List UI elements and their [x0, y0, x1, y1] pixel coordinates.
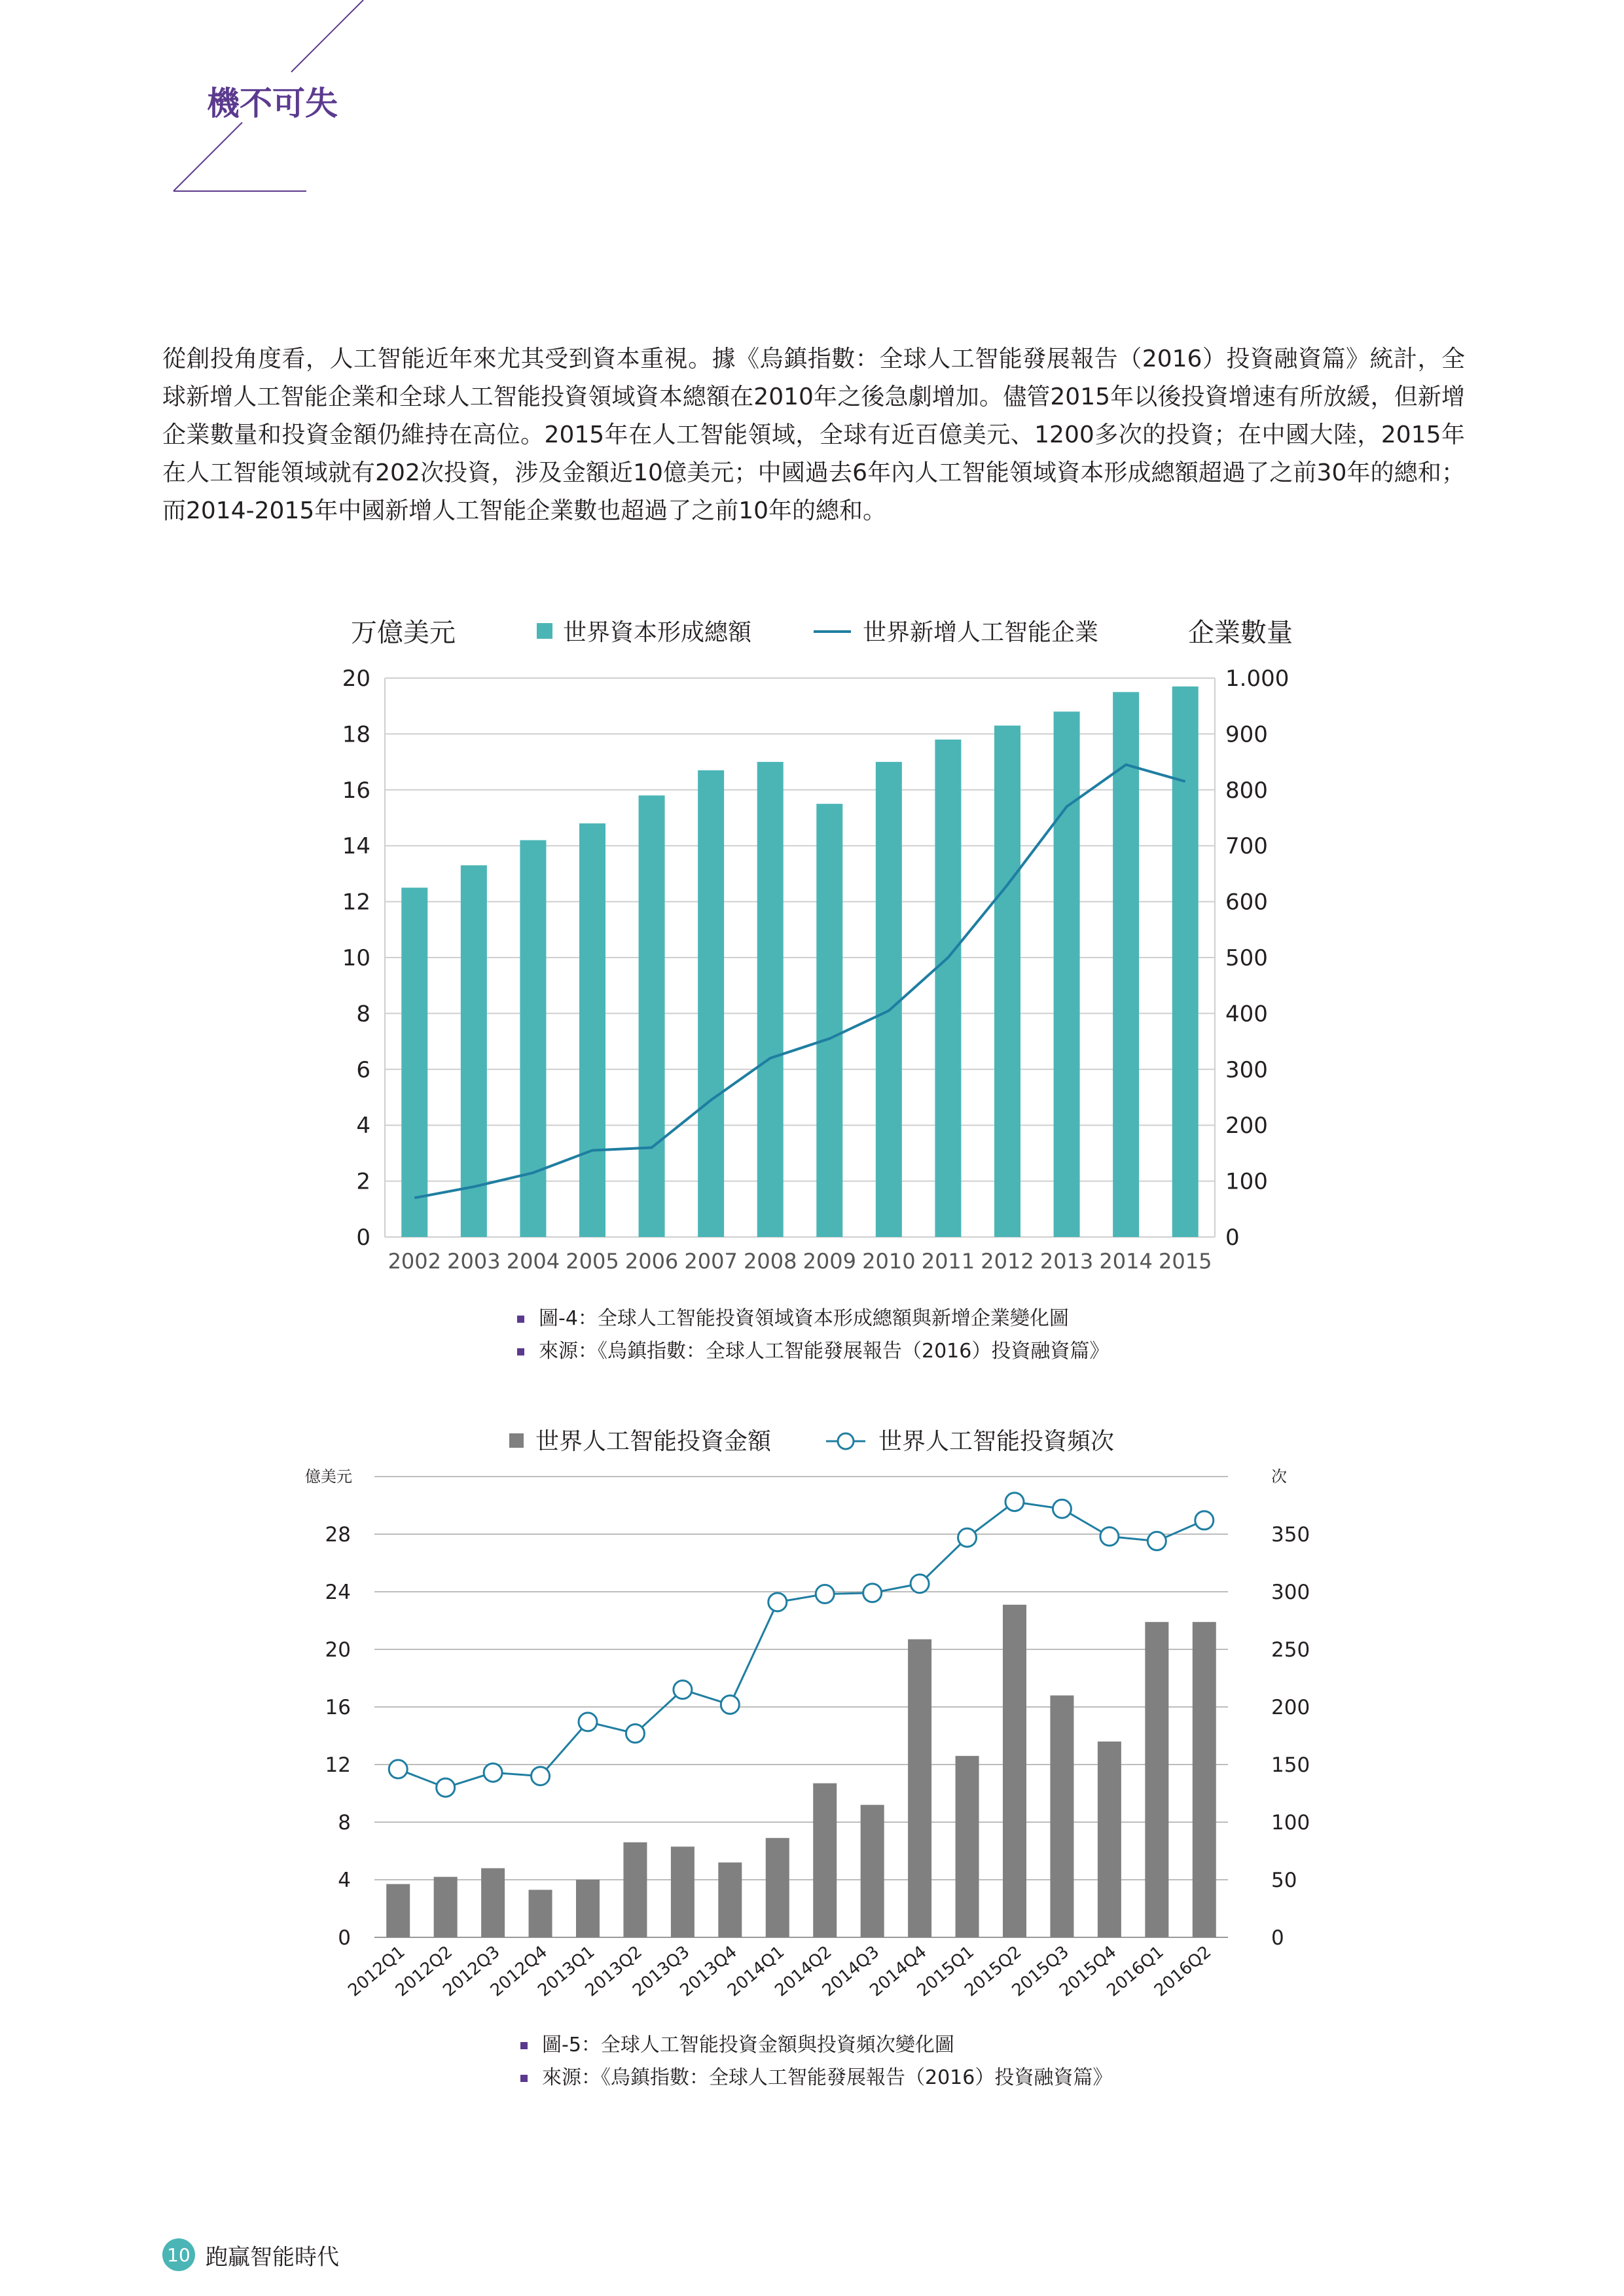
- line-marker: [863, 1584, 882, 1602]
- y-left-axis-title: 億美元: [305, 1467, 352, 1486]
- figure-5-title: 圖-5：全球人工智能投資金額與投資頻次變化圖: [542, 2034, 954, 2056]
- line-marker: [1005, 1493, 1024, 1511]
- x-tick-label: 2002: [388, 1249, 442, 1274]
- y-left-axis-title: 万億美元: [351, 618, 456, 648]
- x-tick-label: 2010: [862, 1249, 916, 1274]
- bar: [813, 1784, 837, 1937]
- bar: [623, 1842, 647, 1937]
- x-tick-label: 2013Q2: [581, 1942, 646, 2001]
- line-marker: [674, 1681, 692, 1699]
- y-right-tick-label: 250: [1271, 1638, 1310, 1662]
- x-tick-label: 2016Q2: [1150, 1942, 1216, 2001]
- x-tick-label: 2012Q2: [391, 1942, 457, 2001]
- y-right-tick-label: 50: [1271, 1869, 1297, 1892]
- bar: [1193, 1622, 1216, 1937]
- bar: [718, 1863, 742, 1937]
- y-right-tick-label: 300: [1271, 1581, 1310, 1604]
- y-right-tick-label: 600: [1225, 889, 1268, 916]
- y-left-tick-label: 28: [325, 1523, 351, 1547]
- y-left-tick-label: 12: [342, 889, 370, 916]
- y-left-tick-label: 2: [356, 1168, 370, 1195]
- y-left-tick-label: 0: [338, 1926, 351, 1950]
- x-tick-label: 2015Q2: [961, 1942, 1026, 2001]
- legend-line-label: 世界新增人工智能企業: [863, 619, 1099, 646]
- x-tick-label: 2015Q1: [913, 1942, 979, 2001]
- line-marker: [1100, 1528, 1119, 1546]
- figure-5-source: 來源：《烏鎮指數：全球人工智能發展報告（2016）投資融資篇》: [542, 2066, 1113, 2089]
- bar: [576, 1880, 600, 1937]
- line-marker: [911, 1575, 929, 1593]
- x-tick-label: 2012Q4: [486, 1942, 552, 2001]
- legend-bar-label: 世界人工智能投資金額: [535, 1428, 772, 1455]
- line-marker: [1053, 1499, 1071, 1518]
- bar: [1145, 1622, 1168, 1937]
- y-right-tick-label: 0: [1271, 1926, 1284, 1950]
- page-footer: [162, 2238, 339, 2271]
- page-number: 10: [162, 2238, 195, 2271]
- bar: [1003, 1605, 1026, 1937]
- y-left-tick-label: 8: [356, 1001, 370, 1028]
- x-tick-label: 2014Q4: [866, 1942, 931, 2001]
- bar: [1050, 1695, 1074, 1937]
- y-left-tick-label: 14: [342, 833, 370, 860]
- x-tick-label: 2013Q1: [534, 1942, 599, 2001]
- legend-bar-label: 世界資本形成總額: [563, 619, 752, 646]
- x-tick-label: 2006: [624, 1249, 679, 1274]
- x-tick-label: 2003: [447, 1249, 501, 1274]
- y-right-tick-label: 100: [1271, 1811, 1310, 1835]
- x-tick-label: 2004: [506, 1249, 560, 1274]
- y-right-tick-label: 0: [1225, 1225, 1240, 1251]
- line-marker: [1195, 1511, 1214, 1530]
- x-tick-label: 2007: [684, 1249, 738, 1274]
- y-right-tick-label: 900: [1225, 721, 1268, 748]
- y-left-tick-label: 6: [356, 1056, 370, 1083]
- y-right-tick-label: 700: [1225, 833, 1268, 860]
- y-right-tick-label: 500: [1225, 945, 1268, 971]
- line-marker: [626, 1724, 644, 1742]
- x-tick-label: 2013Q4: [676, 1942, 741, 2001]
- series-line: [398, 1502, 1204, 1787]
- y-left-tick-label: 18: [342, 721, 370, 748]
- y-left-tick-label: 0: [356, 1225, 370, 1251]
- figure-4-title: 圖-4：全球人工智能投資領域資本形成總額與新增企業變化圖: [539, 1307, 1069, 1330]
- bar: [861, 1805, 884, 1937]
- x-tick-label: 2015Q3: [1008, 1942, 1073, 2001]
- y-right-tick-label: 200: [1271, 1696, 1310, 1719]
- x-tick-label: 2013: [1039, 1249, 1094, 1274]
- x-tick-label: 2011: [921, 1249, 975, 1274]
- legend-bar-swatch: [509, 1433, 524, 1448]
- bullet-icon: [520, 2075, 528, 2082]
- x-tick-label: 2013Q3: [629, 1942, 694, 2001]
- bar: [956, 1756, 979, 1937]
- x-tick-label: 2012Q1: [344, 1942, 409, 2001]
- bar: [908, 1640, 931, 1937]
- x-tick-label: 2012Q3: [439, 1942, 504, 2001]
- y-right-tick-label: 150: [1271, 1753, 1310, 1777]
- line-marker: [1147, 1532, 1166, 1551]
- x-tick-label: 2014: [1099, 1249, 1153, 1274]
- bar: [1098, 1742, 1121, 1937]
- y-right-tick-label: 100: [1225, 1168, 1268, 1195]
- line-marker: [721, 1695, 739, 1713]
- y-right-tick-label: 350: [1271, 1523, 1310, 1547]
- y-right-tick-label: 300: [1225, 1056, 1268, 1083]
- y-left-tick-label: 4: [338, 1869, 351, 1892]
- x-tick-label: 2016Q1: [1103, 1942, 1168, 2001]
- figure-4-source: 來源：《烏鎮指數：全球人工智能發展報告（2016）投資融資篇》: [539, 1340, 1110, 1363]
- line-marker: [816, 1585, 834, 1604]
- y-left-tick-label: 8: [338, 1811, 351, 1835]
- line-marker: [579, 1713, 597, 1731]
- footer-title: 跑贏智能時代: [206, 2244, 339, 2270]
- y-left-tick-label: 10: [342, 945, 370, 971]
- y-left-tick-label: 24: [325, 1581, 351, 1604]
- x-tick-label: 2005: [566, 1249, 619, 1274]
- legend-marker: [838, 1433, 854, 1449]
- y-left-tick-label: 16: [342, 777, 370, 804]
- y-left-tick-label: 16: [325, 1696, 351, 1719]
- y-right-axis-title: 企業數量: [1188, 618, 1293, 648]
- line-marker: [532, 1767, 550, 1785]
- y-right-tick-label: 800: [1225, 777, 1268, 804]
- y-left-tick-label: 4: [356, 1113, 370, 1139]
- line-marker: [437, 1778, 455, 1797]
- y-right-axis-title: 次: [1271, 1467, 1287, 1486]
- x-tick-label: 2015: [1158, 1249, 1212, 1274]
- bar: [481, 1868, 505, 1937]
- y-left-tick-label: 20: [325, 1638, 351, 1662]
- y-right-tick-label: 1.000: [1225, 666, 1290, 692]
- line-marker: [484, 1763, 502, 1782]
- section-title: 機不可失: [207, 84, 338, 122]
- x-tick-label: 2009: [803, 1249, 857, 1274]
- bar: [434, 1877, 458, 1937]
- x-tick-label: 2015Q4: [1056, 1942, 1121, 2001]
- bar: [386, 1884, 410, 1937]
- x-tick-label: 2012: [981, 1249, 1034, 1274]
- y-right-tick-label: 200: [1225, 1113, 1268, 1139]
- line-marker: [389, 1760, 407, 1778]
- y-left-tick-label: 20: [342, 666, 370, 692]
- legend-line-label: 世界人工智能投資頻次: [878, 1428, 1115, 1455]
- bullet-icon: [520, 2042, 528, 2049]
- bar: [671, 1846, 695, 1937]
- bar: [766, 1838, 789, 1937]
- y-left-tick-label: 12: [325, 1753, 351, 1777]
- x-tick-label: 2014Q2: [771, 1942, 836, 2001]
- line-marker: [768, 1593, 787, 1611]
- line-marker: [958, 1528, 977, 1547]
- x-tick-label: 2014Q3: [818, 1942, 884, 2001]
- body-paragraph: 從創投角度看，人工智能近年來尤其受到資本重視。據《烏鎮指數：全球人工智能發展報告（2016）投資融資篇》統計，全球新增人工智能企業和全球人工智能投資領域資本總額在2010年之後急劇增加。儘管2015年以後投資增速有所放緩，但新增企業數量和投資金額仍維持在高位。2015年在人工智能領域，全球有近百億美元、1200多次的投資；在中國大陸，2015年在人工智能領域就有202次投資，涉及金額近10億美元；中國過去6年內人工智能領域資本形成總額超過了之前30年的總和；而2014-2015年中國新增人工智能企業數也超過了之前10年的總和。: [162, 346, 1465, 524]
- figure-5-caption: [520, 2029, 1112, 2094]
- x-tick-label: 2008: [743, 1249, 797, 1274]
- y-right-tick-label: 400: [1225, 1001, 1268, 1028]
- x-tick-label: 2014Q1: [723, 1942, 789, 2001]
- bar: [529, 1890, 552, 1937]
